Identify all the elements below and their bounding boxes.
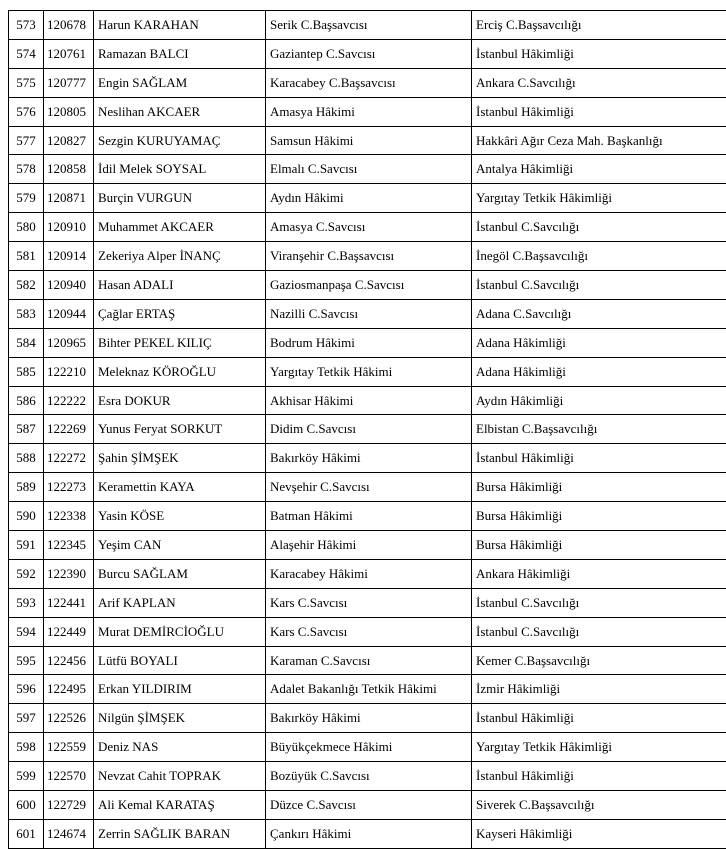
registry-number: 122729: [44, 791, 94, 820]
row-number: 588: [9, 444, 44, 473]
person-name: Burçin VURGUN: [94, 184, 266, 213]
table-row: [9, 299, 726, 328]
current-position: Gaziantep C.Savcısı: [266, 39, 472, 68]
person-name: Deniz NAS: [94, 733, 266, 762]
row-number: 576: [9, 97, 44, 126]
current-position: Bozüyük C.Savcısı: [266, 762, 472, 791]
table-row: [9, 531, 726, 560]
row-number: 583: [9, 299, 44, 328]
person-name: Lütfü BOYALI: [94, 646, 266, 675]
current-position: Aydın Hâkimi: [266, 184, 472, 213]
current-position: Karacabey C.Başsavcısı: [266, 68, 472, 97]
table-row: [9, 39, 726, 68]
row-number: 600: [9, 791, 44, 820]
row-number: 587: [9, 415, 44, 444]
new-position: Siverek C.Başsavcılığı: [472, 791, 726, 820]
table-row: [9, 791, 726, 820]
current-position: Büyükçekmece Hâkimi: [266, 733, 472, 762]
row-number: 595: [9, 646, 44, 675]
table-row: [9, 68, 726, 97]
new-position: İstanbul C.Savcılığı: [472, 588, 726, 617]
table-row: [9, 386, 726, 415]
row-number: 592: [9, 559, 44, 588]
person-name: Arif KAPLAN: [94, 588, 266, 617]
new-position: Ankara C.Savcılığı: [472, 68, 726, 97]
current-position: Karacabey Hâkimi: [266, 559, 472, 588]
person-name: Hasan ADALI: [94, 271, 266, 300]
current-position: Yargıtay Tetkik Hâkimi: [266, 357, 472, 386]
current-position: Nazilli C.Savcısı: [266, 299, 472, 328]
registry-number: 122559: [44, 733, 94, 762]
current-position: Gaziosmanpaşa C.Savcısı: [266, 271, 472, 300]
new-position: Yargıtay Tetkik Hâkimliği: [472, 184, 726, 213]
row-number: 578: [9, 155, 44, 184]
registry-number: 120940: [44, 271, 94, 300]
new-position: Yargıtay Tetkik Hâkimliği: [472, 733, 726, 762]
current-position: Çankırı Hâkimi: [266, 819, 472, 848]
registry-number: 120914: [44, 242, 94, 271]
registry-number: 122526: [44, 704, 94, 733]
row-number: 589: [9, 473, 44, 502]
table-row: [9, 704, 726, 733]
person-name: Burcu SAĞLAM: [94, 559, 266, 588]
registry-number: 122210: [44, 357, 94, 386]
row-number: 579: [9, 184, 44, 213]
appointment-table: [8, 10, 726, 849]
registry-number: 120910: [44, 213, 94, 242]
new-position: Erciş C.Başsavcılığı: [472, 11, 726, 40]
new-position: Adana Hâkimliği: [472, 357, 726, 386]
current-position: Serik C.Başsavcısı: [266, 11, 472, 40]
current-position: Batman Hâkimi: [266, 502, 472, 531]
person-name: Esra DOKUR: [94, 386, 266, 415]
row-number: 582: [9, 271, 44, 300]
person-name: Nilgün ŞİMŞEK: [94, 704, 266, 733]
registry-number: 120858: [44, 155, 94, 184]
new-position: İstanbul Hâkimliği: [472, 444, 726, 473]
new-position: İstanbul C.Savcılığı: [472, 617, 726, 646]
new-position: Bursa Hâkimliği: [472, 473, 726, 502]
registry-number: 122390: [44, 559, 94, 588]
registry-number: 120777: [44, 68, 94, 97]
row-number: 601: [9, 819, 44, 848]
registry-number: 122272: [44, 444, 94, 473]
table-row: [9, 155, 726, 184]
person-name: Ramazan BALCI: [94, 39, 266, 68]
table-row: [9, 733, 726, 762]
row-number: 590: [9, 502, 44, 531]
current-position: Elmalı C.Savcısı: [266, 155, 472, 184]
table-row: [9, 242, 726, 271]
current-position: Karaman C.Savcısı: [266, 646, 472, 675]
person-name: Erkan YILDIRIM: [94, 675, 266, 704]
new-position: Adana C.Savcılığı: [472, 299, 726, 328]
new-position: İstanbul C.Savcılığı: [472, 213, 726, 242]
current-position: Adalet Bakanlığı Tetkik Hâkimi: [266, 675, 472, 704]
registry-number: 120678: [44, 11, 94, 40]
person-name: Zerrin SAĞLIK BARAN: [94, 819, 266, 848]
current-position: Bakırköy Hâkimi: [266, 704, 472, 733]
person-name: Zekeriya Alper İNANÇ: [94, 242, 266, 271]
row-number: 591: [9, 531, 44, 560]
new-position: Adana Hâkimliği: [472, 328, 726, 357]
current-position: Amasya Hâkimi: [266, 97, 472, 126]
registry-number: 120965: [44, 328, 94, 357]
new-position: Bursa Hâkimliği: [472, 531, 726, 560]
current-position: Alaşehir Hâkimi: [266, 531, 472, 560]
new-position: Elbistan C.Başsavcılığı: [472, 415, 726, 444]
row-number: 593: [9, 588, 44, 617]
new-position: İstanbul Hâkimliği: [472, 762, 726, 791]
registry-number: 122495: [44, 675, 94, 704]
row-number: 585: [9, 357, 44, 386]
new-position: İstanbul C.Savcılığı: [472, 271, 726, 300]
person-name: Harun KARAHAN: [94, 11, 266, 40]
registry-number: 122449: [44, 617, 94, 646]
person-name: Murat DEMİRCİOĞLU: [94, 617, 266, 646]
new-position: İnegöl C.Başsavcılığı: [472, 242, 726, 271]
table-row: [9, 271, 726, 300]
registry-number: 120805: [44, 97, 94, 126]
row-number: 575: [9, 68, 44, 97]
table-row: [9, 502, 726, 531]
row-number: 597: [9, 704, 44, 733]
row-number: 596: [9, 675, 44, 704]
new-position: İzmir Hâkimliği: [472, 675, 726, 704]
table-row: [9, 184, 726, 213]
current-position: Amasya C.Savcısı: [266, 213, 472, 242]
registry-number: 120827: [44, 126, 94, 155]
person-name: Neslihan AKCAER: [94, 97, 266, 126]
table-row: [9, 97, 726, 126]
current-position: Didim C.Savcısı: [266, 415, 472, 444]
current-position: Nevşehir C.Savcısı: [266, 473, 472, 502]
new-position: Kemer C.Başsavcılığı: [472, 646, 726, 675]
registry-number: 124674: [44, 819, 94, 848]
appointment-table-body: [9, 11, 726, 849]
person-name: Muhammet AKCAER: [94, 213, 266, 242]
new-position: Ankara Hâkimliği: [472, 559, 726, 588]
table-row: [9, 11, 726, 40]
new-position: Aydın Hâkimliği: [472, 386, 726, 415]
registry-number: 122456: [44, 646, 94, 675]
person-name: Şahin ŞİMŞEK: [94, 444, 266, 473]
person-name: Nevzat Cahit TOPRAK: [94, 762, 266, 791]
person-name: Engin SAĞLAM: [94, 68, 266, 97]
current-position: Kars C.Savcısı: [266, 588, 472, 617]
row-number: 581: [9, 242, 44, 271]
registry-number: 122269: [44, 415, 94, 444]
row-number: 577: [9, 126, 44, 155]
row-number: 599: [9, 762, 44, 791]
row-number: 584: [9, 328, 44, 357]
row-number: 594: [9, 617, 44, 646]
person-name: İdil Melek SOYSAL: [94, 155, 266, 184]
current-position: Kars C.Savcısı: [266, 617, 472, 646]
row-number: 574: [9, 39, 44, 68]
registry-number: 120944: [44, 299, 94, 328]
row-number: 586: [9, 386, 44, 415]
registry-number: 122338: [44, 502, 94, 531]
table-row: [9, 675, 726, 704]
table-row: [9, 357, 726, 386]
person-name: Çağlar ERTAŞ: [94, 299, 266, 328]
new-position: Hakkâri Ağır Ceza Mah. Başkanlığı: [472, 126, 726, 155]
new-position: Antalya Hâkimliği: [472, 155, 726, 184]
table-row: [9, 328, 726, 357]
table-row: [9, 444, 726, 473]
table-row: [9, 588, 726, 617]
registry-number: 122570: [44, 762, 94, 791]
registry-number: 122345: [44, 531, 94, 560]
current-position: Düzce C.Savcısı: [266, 791, 472, 820]
person-name: Sezgin KURUYAMAÇ: [94, 126, 266, 155]
table-row: [9, 559, 726, 588]
table-row: [9, 213, 726, 242]
registry-number: 122222: [44, 386, 94, 415]
current-position: Akhisar Hâkimi: [266, 386, 472, 415]
registry-number: 120871: [44, 184, 94, 213]
registry-number: 120761: [44, 39, 94, 68]
current-position: Bodrum Hâkimi: [266, 328, 472, 357]
new-position: İstanbul Hâkimliği: [472, 97, 726, 126]
table-row: [9, 126, 726, 155]
new-position: Kayseri Hâkimliği: [472, 819, 726, 848]
table-row: [9, 617, 726, 646]
table-row: [9, 415, 726, 444]
person-name: Ali Kemal KARATAŞ: [94, 791, 266, 820]
current-position: Viranşehir C.Başsavcısı: [266, 242, 472, 271]
table-row: [9, 646, 726, 675]
table-row: [9, 473, 726, 502]
row-number: 598: [9, 733, 44, 762]
row-number: 573: [9, 11, 44, 40]
new-position: İstanbul Hâkimliği: [472, 39, 726, 68]
table-row: [9, 819, 726, 848]
table-row: [9, 762, 726, 791]
new-position: Bursa Hâkimliği: [472, 502, 726, 531]
registry-number: 122273: [44, 473, 94, 502]
registry-number: 122441: [44, 588, 94, 617]
current-position: Samsun Hâkimi: [266, 126, 472, 155]
person-name: Yasin KÖSE: [94, 502, 266, 531]
person-name: Meleknaz KÖROĞLU: [94, 357, 266, 386]
new-position: İstanbul Hâkimliği: [472, 704, 726, 733]
row-number: 580: [9, 213, 44, 242]
person-name: Bihter PEKEL KILIÇ: [94, 328, 266, 357]
current-position: Bakırköy Hâkimi: [266, 444, 472, 473]
person-name: Keramettin KAYA: [94, 473, 266, 502]
person-name: Yunus Feryat SORKUT: [94, 415, 266, 444]
person-name: Yeşim CAN: [94, 531, 266, 560]
